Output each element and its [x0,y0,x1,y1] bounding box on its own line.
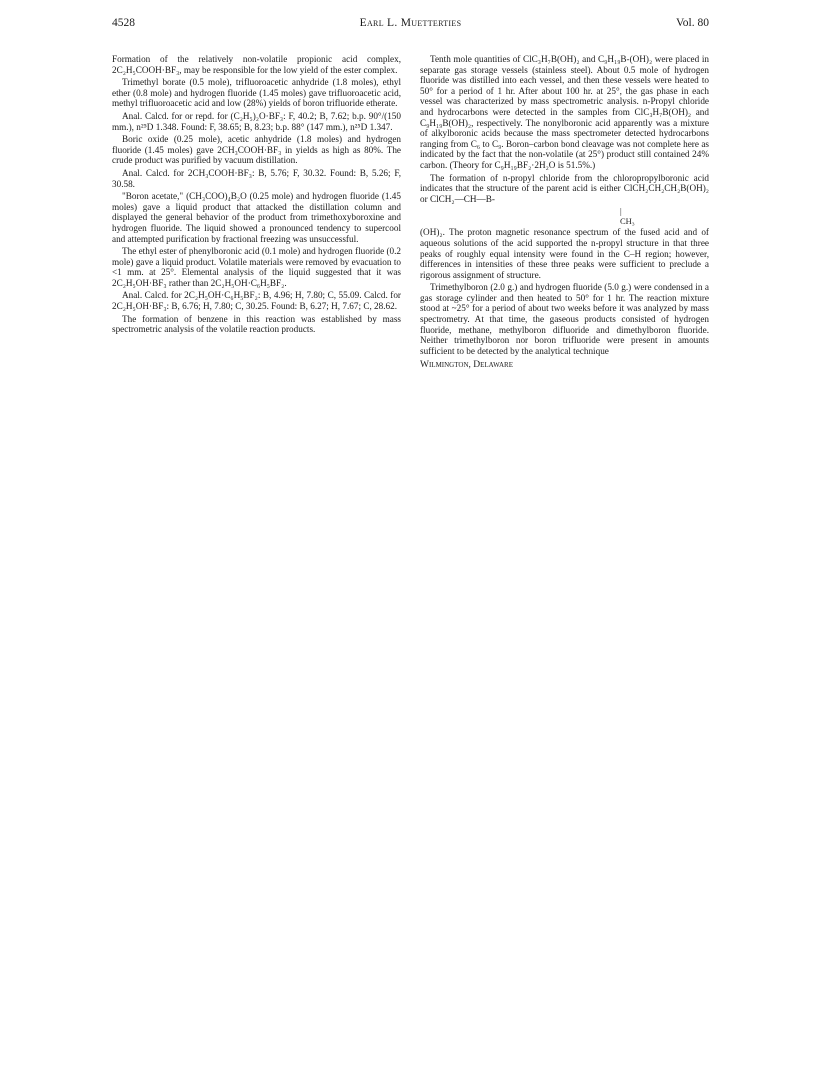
paragraph: The formation of benzene in this reaction was established by mass spectrometric analysis of the volatile reaction products. [112,313,401,335]
paragraph: Trimethyl borate (0.5 mole), trifluoroacetic anhydride (1.8 moles), ethyl ether (0.8 mole) and hydrogen fluoride (1.45 moles) gave trifluoroacetic acid, methyl trifluoroacetic acid and low (28%) yields of boron trifluoride etherate. [112,77,401,109]
structure-methyl-group: CH₃ [620,216,635,227]
paragraph: The ethyl ester of phenylboronic acid (0.1 mole) and hydrogen fluoride (0.2 mole) gave a liquid product. Volatile materials were removed by evacuation to <1 mm. at 25°. Elemental analysis of the liquid suggested that it was 2C₂H₅OH·BF₃ rather than 2C₂H₅OH·C₆H₅BF₂. [112,246,401,288]
running-header [112,15,709,31]
analysis-paragraph: Anal. Calcd. for or repd. for (C₂H₅)₂O·BF₃: F, 40.2; B, 7.62; b.p. 90°/(150 mm.), n²⁵D 1.348. Found: F, 38.65; B, 8.23; b.p. 88° (147 mm.), n²⁵D 1.347. [112,110,401,132]
page-number: 4528 [112,17,135,29]
author-location: Wilmington, Delaware [420,360,513,371]
paragraph: Formation of the relatively non-volatile propionic acid complex, 2C₂H₅COOH·BF₃, may be responsible for the low yield of the ester complex. [112,54,401,75]
left-column [112,54,401,337]
volume-number: Vol. 80 [675,17,709,29]
paragraph: Tenth mole quantities of ClC₃H₇B(OH)₂ and C₉H₁₉B-(OH)₂ were placed in separate gas storage vessels (stainless steel). About 0.5 mole of hydrogen fluoride was distilled into each vessel, and then these vessels were heated to 50° for a period of 1 hr. After about 100 hr. at 25°, the gas phase in each vessel was characterized by mass spectrometric analysis. n-Propyl chloride and hydrocarbons were detected in the samples from ClC₃H₇B(OH)₂ and C₉H₁₉B(OH)₂, respectively. The nonylboronic acid apparently was a mixture of alkylboronic acids because the mass spectrometer detected hydrocarbons ranging from C₆ to C₉. Boron–carbon bond cleavage was not complete here as indicated by the fact that the non-volatile (at 25°) product still contained 24% carbon. (Theory for C₉H₁₉BF₂·2H₂O is 51.5%.) [420,54,709,170]
paragraph: Boric oxide (0.25 mole), acetic anhydride (1.8 moles) and hydrogen fluoride (1.45 moles) gave 2CH₃COOH·BF₃ in yields as high as 80%. The crude product was purified by vacuum distillation. [112,134,401,166]
analysis-paragraph: Anal. Calcd. for 2CH₃COOH·BF₃: B, 5.76; F, 30.32. Found: B, 5.26; F, 30.58. [112,167,401,189]
paragraph: Trimethylboron (2.0 g.) and hydrogen fluoride (5.0 g.) were condensed in a gas storage cylinder and then heated to 50° for 1 hr. The reaction mixture stood at ~25° for a period of about two weeks before it was analyzed by mass spectrometry. At that time, the gaseous products consisted of hydrogen fluoride, methane, methylboron difluoride and dimethylboron fluoride. Neither trimethylboron nor boron trifluoride were present in amounts sufficient to be detected by the analytical technique [420,282,709,356]
branched-structure-formula [420,206,709,226]
paragraph: The formation of n-propyl chloride from the chloropropylboronic acid indicates that the structure of the parent acid is either ClCH₂CH₂CH₂B(OH)₂ or ClCH₂—CH—B- [420,172,709,204]
running-author: Earl L. Muetterties [359,17,462,29]
right-column [420,54,709,373]
structure-bond: | [620,206,622,217]
analysis-paragraph: Anal. Calcd. for 2C₂H₅OH·C₆H₅BF₂: B, 4.96; H, 7.80; C, 55.09. Calcd. for 2C₂H₅OH·BF₃: B, 6.76; H, 7.80; C, 30.25. Found: B, 6.27; H, 7.67; C, 28.62. [112,290,401,312]
paragraph: "Boron acetate," (CH₃COO)₄B₂O (0.25 mole) and hydrogen fluoride (1.45 moles) gave a liquid product that attacked the distillation column and displayed the general behavior of the product from trimethoxyboroxine and hydrogen fluoride. The liquid showed a pronounced tendency to supercool and attempted purification by fractional freezing was unsuccessful. [112,191,401,244]
paragraph: (OH)₂. The proton magnetic resonance spectrum of the fused acid and of aqueous solutions of the acid supported the n-propyl structure in that three peaks of roughly equal intensity were found in the C–H region; however, differences in intensities of these three peaks were sufficient to preclude a rigorous assignment of structure. [420,227,709,280]
